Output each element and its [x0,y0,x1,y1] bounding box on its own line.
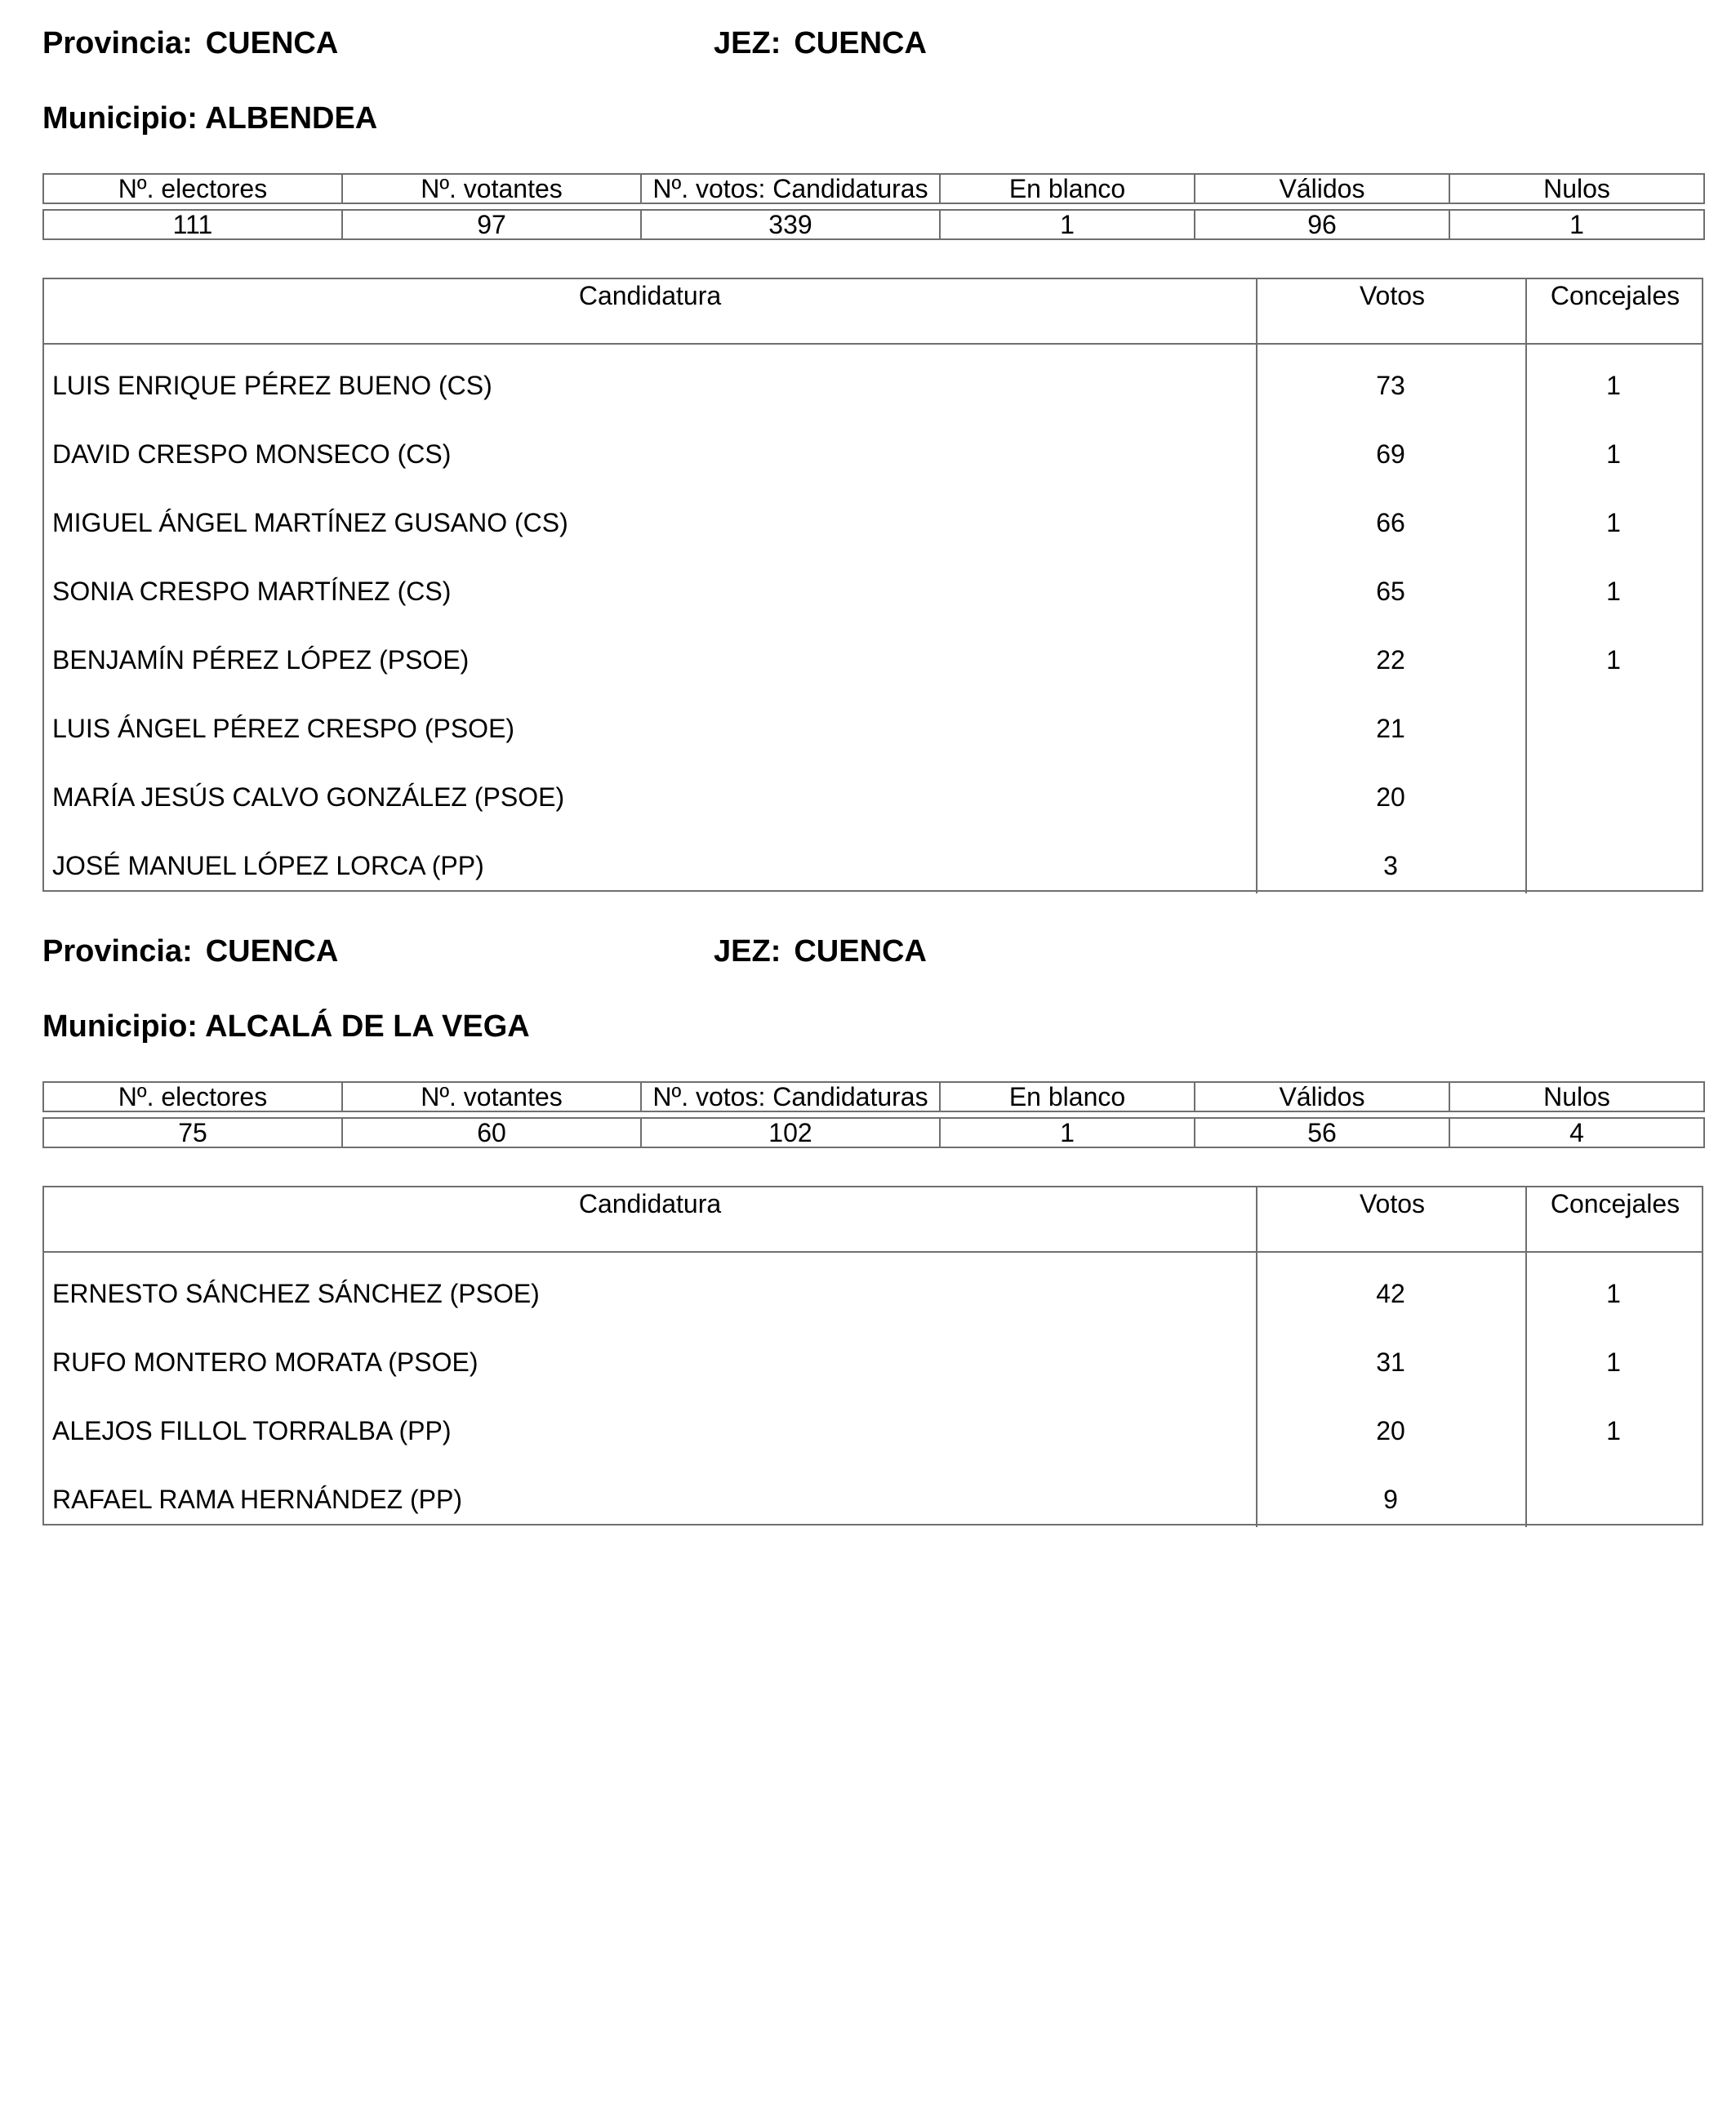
jez-value: CUENCA [794,934,927,969]
header-candidatura: Candidatura [578,1189,722,1218]
candidate-row [44,1396,1702,1465]
candidate-row [44,420,1702,488]
candidate-name: MIGUEL ÁNGEL MARTÍNEZ GUSANO (CS) [52,508,568,537]
jez-label: JEZ: [714,26,781,60]
candidate-name: LUIS ÁNGEL PÉREZ CRESPO (PSOE) [52,714,515,743]
summary-header-row [43,1082,1704,1111]
candidates-header-row [44,1187,1702,1253]
candidate-row [44,626,1702,694]
summary-nulos: 1 [1449,210,1704,239]
provincia-label: Provincia: [42,26,193,60]
candidate-votes: 22 [1376,645,1405,675]
provincia-value: CUENCA [205,934,339,969]
candidate-votes: 31 [1376,1347,1405,1377]
municipio-heading [42,1008,530,1045]
municipio-value: ALBENDEA [205,101,378,136]
candidate-votes: 69 [1376,439,1405,469]
candidate-votes: 42 [1376,1279,1405,1308]
jez-value: CUENCA [794,26,927,60]
provincia-heading [42,24,338,62]
candidate-name: LUIS ENRIQUE PÉREZ BUENO (CS) [52,371,492,400]
jez-heading [714,933,927,970]
summary-validos: 56 [1195,1118,1449,1147]
candidate-row [44,488,1702,557]
candidate-row [44,1465,1702,1534]
summary-header-row [43,174,1704,203]
candidate-name: RUFO MONTERO MORATA (PSOE) [52,1347,479,1377]
municipio-section [42,24,1703,890]
header-votos: Votos [1256,1187,1527,1251]
summary-header-en-blanco: En blanco [940,174,1195,203]
candidate-name: RAFAEL RAMA HERNÁNDEZ (PP) [52,1485,463,1514]
summary-votos-candidaturas: 339 [641,210,940,239]
summary-header-validos: Válidos [1195,1082,1449,1111]
candidate-name: BENJAMÍN PÉREZ LÓPEZ (PSOE) [52,645,470,675]
candidate-name: MARÍA JESÚS CALVO GONZÁLEZ (PSOE) [52,782,565,812]
summary-value-row [43,1118,1704,1147]
candidates-header-row [44,279,1702,345]
summary-electores: 111 [43,210,342,239]
provincia-value: CUENCA [205,26,339,60]
summary-header-votantes: Nº. votantes [342,174,641,203]
candidate-concejales: 1 [1606,577,1621,606]
municipio-label: Municipio: [42,1009,198,1044]
summary-header-votos-candidaturas: Nº. votos: Candidaturas [641,1082,940,1111]
candidate-name: ERNESTO SÁNCHEZ SÁNCHEZ (PSOE) [52,1279,540,1308]
candidate-row [44,351,1702,420]
candidates-table [42,278,1703,892]
jez-heading [714,24,927,62]
header-concejales: Concejales [1525,279,1703,343]
candidate-concejales [1525,763,1702,831]
candidates-table [42,1186,1703,1525]
summary-votantes: 60 [342,1118,641,1147]
candidate-row [44,763,1702,831]
provincia-label: Provincia: [42,934,193,969]
summary-value-row [43,210,1704,239]
candidate-concejales: 1 [1606,1279,1621,1308]
header-candidatura: Candidatura [578,281,722,310]
candidate-votes: 9 [1383,1485,1398,1514]
candidate-concejales: 1 [1606,1347,1621,1377]
municipio-heading [42,100,377,137]
header-votos: Votos [1256,279,1527,343]
candidate-name: ALEJOS FILLOL TORRALBA (PP) [52,1416,452,1445]
candidate-name: DAVID CRESPO MONSECO (CS) [52,439,452,469]
candidate-name: JOSÉ MANUEL LÓPEZ LORCA (PP) [52,851,484,880]
candidate-votes: 3 [1383,851,1398,880]
candidate-concejales [1525,1465,1702,1534]
candidate-row [44,1328,1702,1396]
summary-electores: 75 [43,1118,342,1147]
municipio-section [42,933,1703,1521]
candidate-concejales: 1 [1606,645,1621,675]
provincia-heading [42,933,338,970]
summary-header-votos-candidaturas: Nº. votos: Candidaturas [641,174,940,203]
header-concejales: Concejales [1525,1187,1703,1251]
candidate-row [44,557,1702,626]
summary-table [42,173,1705,240]
summary-votantes: 97 [342,210,641,239]
summary-en-blanco: 1 [940,1118,1195,1147]
candidate-votes: 66 [1376,508,1405,537]
candidate-votes: 21 [1376,714,1405,743]
summary-header-validos: Válidos [1195,174,1449,203]
summary-nulos: 4 [1449,1118,1704,1147]
candidate-votes: 20 [1376,1416,1405,1445]
jez-label: JEZ: [714,934,781,969]
candidate-votes: 20 [1376,782,1405,812]
candidate-row [44,831,1702,900]
candidate-concejales [1525,694,1702,763]
candidate-votes: 65 [1376,577,1405,606]
summary-en-blanco: 1 [940,210,1195,239]
candidate-row [44,694,1702,763]
candidate-concejales: 1 [1606,508,1621,537]
summary-header-electores: Nº. electores [43,174,342,203]
municipio-value: ALCALÁ DE LA VEGA [205,1009,530,1044]
summary-votos-candidaturas: 102 [641,1118,940,1147]
candidate-concejales: 1 [1606,439,1621,469]
summary-header-en-blanco: En blanco [940,1082,1195,1111]
candidate-row [44,1259,1702,1328]
candidate-concejales: 1 [1606,371,1621,400]
candidate-concejales: 1 [1606,1416,1621,1445]
summary-table [42,1081,1705,1148]
summary-header-votantes: Nº. votantes [342,1082,641,1111]
candidate-name: SONIA CRESPO MARTÍNEZ (CS) [52,577,452,606]
candidate-concejales [1525,831,1702,900]
summary-header-nulos: Nulos [1449,1082,1704,1111]
summary-header-nulos: Nulos [1449,174,1704,203]
summary-validos: 96 [1195,210,1449,239]
municipio-label: Municipio: [42,101,198,136]
candidate-votes: 73 [1376,371,1405,400]
summary-header-electores: Nº. electores [43,1082,342,1111]
